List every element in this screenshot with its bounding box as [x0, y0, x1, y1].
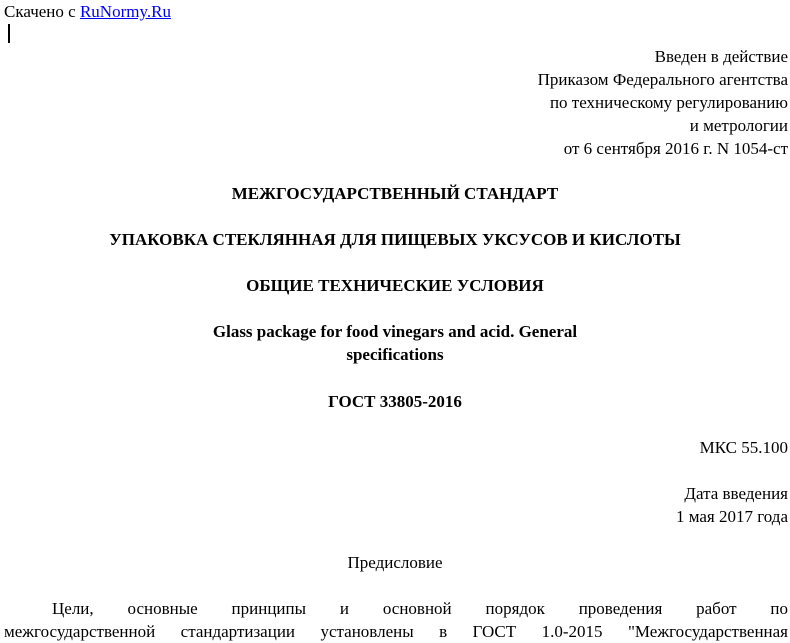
foreword-paragraph-line-2: межгосударственной стандартизации установлены в ГОСТ 1.0-2015 "Межгосударственная	[4, 622, 788, 641]
standard-type-heading: МЕЖГОСУДАРСТВЕННЫЙ СТАНДАРТ	[231, 184, 559, 203]
english-title-line-1: Glass package for food vinegars and acid. General	[212, 322, 578, 341]
document-subtitle: ОБЩИЕ ТЕХНИЧЕСКИЕ УСЛОВИЯ	[246, 276, 544, 295]
approval-line-1: Введен в действие	[654, 47, 788, 66]
approval-line-4: и метрологии	[689, 116, 788, 135]
intro-date-label: Дата введения	[684, 484, 788, 503]
approval-line-3: по техническому регулированию	[549, 93, 788, 112]
download-source-line	[4, 0, 171, 23]
english-title-line-2: specifications	[346, 345, 444, 364]
site-link[interactable]: RuNormy.Ru	[79, 2, 171, 21]
gost-number: ГОСТ 33805-2016	[328, 392, 462, 411]
text-cursor	[8, 24, 10, 43]
mks-code: МКС 55.100	[699, 438, 788, 457]
foreword-heading: Предисловие	[347, 553, 443, 572]
document-title: УПАКОВКА СТЕКЛЯННАЯ ДЛЯ ПИЩЕВЫХ УКСУСОВ И КИСЛОТЫ	[109, 230, 681, 249]
approval-line-2: Приказом Федерального агентства	[537, 70, 788, 89]
foreword-paragraph-line-1: Цели, основные принципы и основной порядок проведения работ по	[52, 599, 788, 618]
intro-date: 1 мая 2017 года	[675, 507, 788, 526]
approval-line-5: от 6 сентября 2016 г. N 1054-ст	[563, 139, 788, 158]
download-prefix: Скачено с	[4, 2, 80, 21]
